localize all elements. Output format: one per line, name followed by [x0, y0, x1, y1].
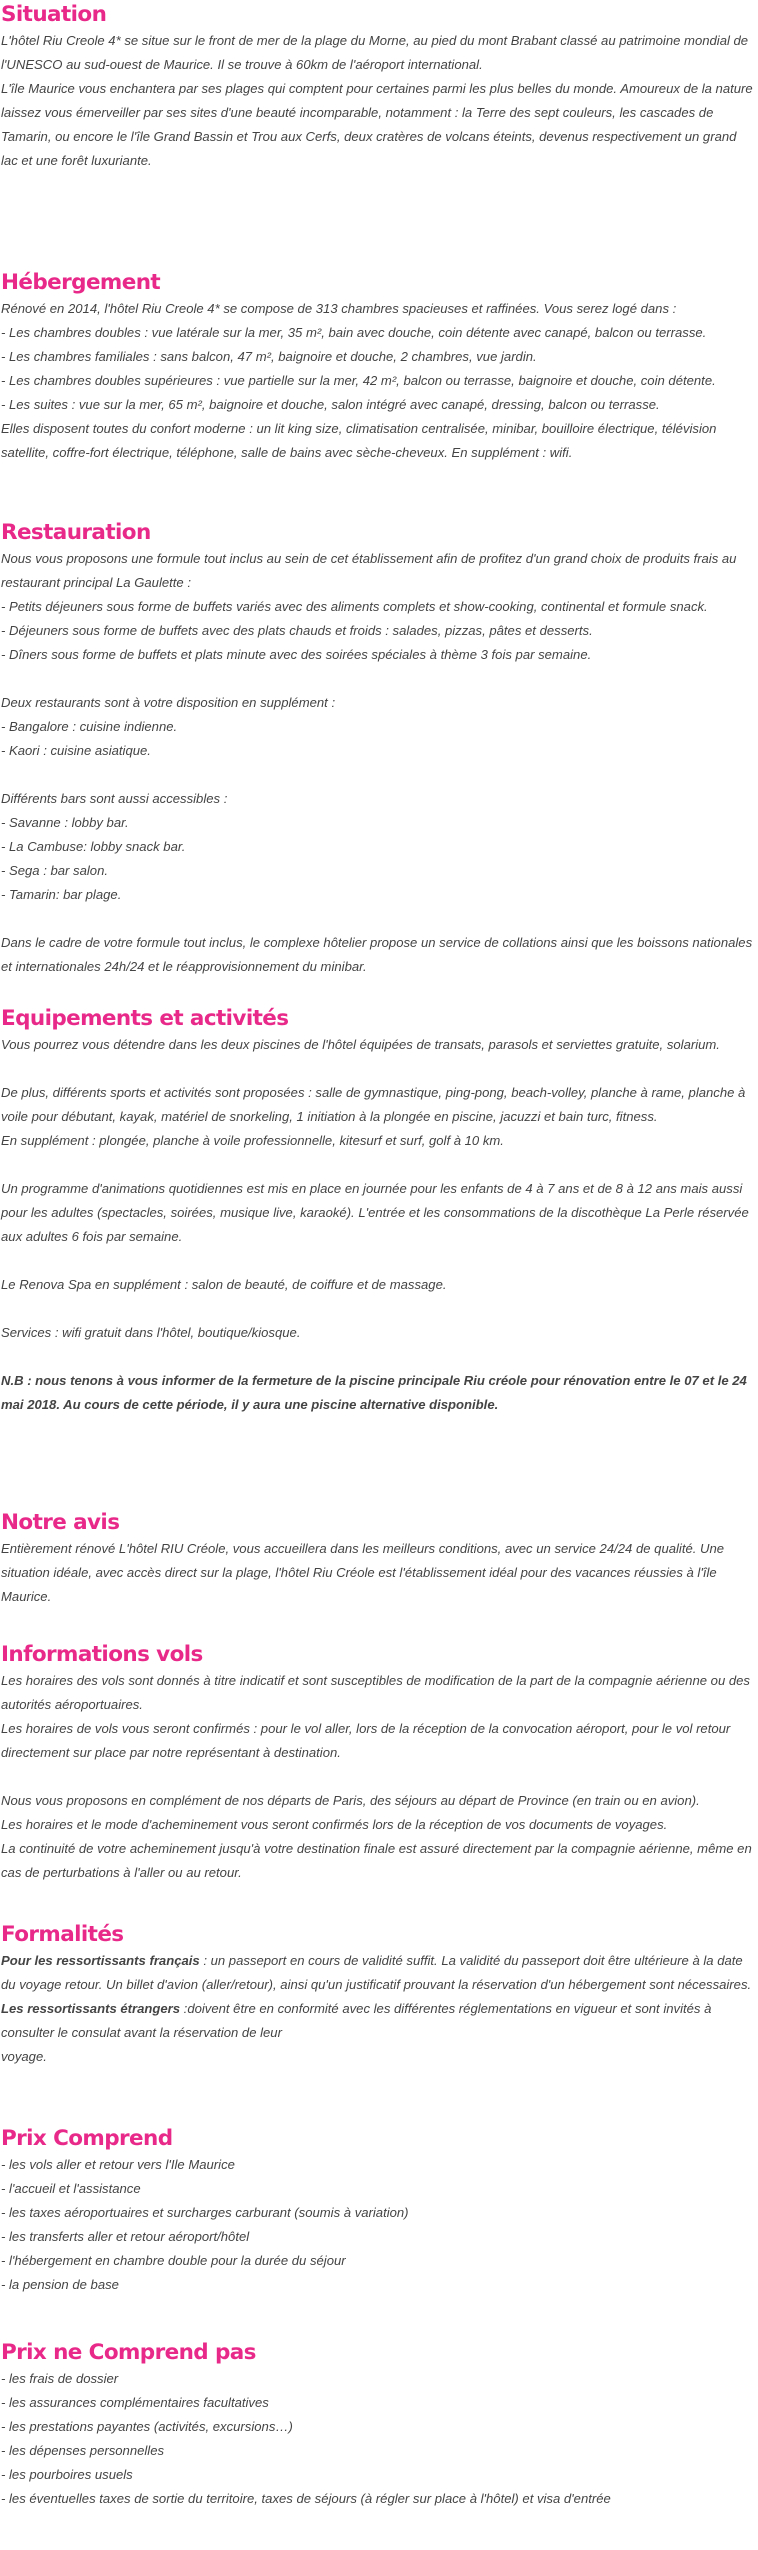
section-restauration — [1, 518, 753, 979]
paragraph: L'hôtel Riu Creole 4* se situe sur le front de mer de la plage du Morne, au pied du mont Brabant classé au patrimoine mondial de l'UNESCO au sud-ouest de Maurice. Il se trouve à 60km de l'aéroport international. — [1, 33, 749, 72]
list-item: - Déjeuners sous forme de buffets avec des plats chauds et froids : salades, pizzas, pâtes et desserts. — [1, 623, 593, 638]
section-prix-comprend — [1, 2124, 753, 2297]
spacer — [1, 667, 753, 691]
list-item: - les vols aller et retour vers l'Ile Maurice — [1, 2157, 235, 2172]
list-item: - les frais de dossier — [1, 2371, 119, 2386]
spacer — [1, 1765, 753, 1789]
paragraph-lead: Pour les ressortissants français — [1, 1953, 200, 1968]
list-item: - Savanne : lobby bar. — [1, 815, 129, 830]
spacer — [1, 1249, 753, 1273]
paragraph: De plus, différents sports et activités sont proposées : salle de gymnastique, ping-pong, beach-volley, planche à rame, planche à voile pour débutant, kayak, matériel de snorkeling, 1 initiation à la plongée en piscine, jacuzzi et bain turc, fitness. — [1, 1085, 746, 1124]
paragraph: Nous vous proposons une formule tout inclus au sein de cet établissement afin de profitez d'un grand choix de produits frais au restaurant principal La Gaulette : — [1, 551, 737, 590]
paragraph: Les horaires de vols vous seront confirmés : pour le vol aller, lors de la réception de la convocation aéroport, pour le vol retour directement sur place par notre représentant à destination. — [1, 1721, 731, 1760]
spacer — [1, 1057, 753, 1081]
section-title: Formalités — [1, 1922, 124, 1947]
notice-text: N.B : nous tenons à vous informer de la fermeture de la piscine principale Riu créole pour rénovation entre le 07 et le 24 mai 2018. Au cours de cette période, il y aura une piscine alternative disponible. — [1, 1373, 747, 1412]
section-title: Restauration — [1, 520, 151, 545]
section-informations-vols — [1, 1640, 753, 1885]
section-title: Informations vols — [1, 1642, 203, 1667]
section-title: Prix ne Comprend pas — [1, 2340, 256, 2365]
section-equipements — [1, 1004, 753, 1417]
spacer — [1, 763, 753, 787]
paragraph: Les horaires des vols sont donnés à titre indicatif et sont susceptibles de modification de la part de la compagnie aérienne ou des autorités aéroportuaires. — [1, 1673, 750, 1712]
section-formalites — [1, 1920, 753, 2069]
paragraph-text: :doivent être en conformité avec les différentes réglementations en vigueur et sont invités à consulter le consulat avant la réservation de leur — [1, 2001, 712, 2040]
list-item: - les taxes aéroportuaires et surcharges carburant (soumis à variation) — [1, 2205, 409, 2220]
list-item: - Les suites : vue sur la mer, 65 m², baignoire et douche, salon intégré avec canapé, dressing, balcon ou terrasse. — [1, 397, 660, 412]
paragraph — [1, 1949, 753, 1997]
paragraph: L'île Maurice vous enchantera par ses plages qui comptent pour certaines parmi les plus belles du monde. Amoureux de la nature laissez vous émerveiller par ses sites d'une beauté incomparable, notamment : la Terre des sept couleurs, les cascades de Tamarin, ou encore le l'île Grand Bassin et Trou aux Cerfs, deux cratères de volcans éteints, devenus respectivement un grand lac et une forêt luxuriante. — [1, 81, 753, 168]
paragraph: En supplément : plongée, planche à voile professionnelle, kitesurf et surf, golf à 10 km. — [1, 1133, 504, 1148]
list-item: - Tamarin: bar plage. — [1, 887, 122, 902]
list-item: - Bangalore : cuisine indienne. — [1, 719, 178, 734]
list-item: - La Cambuse: lobby snack bar. — [1, 839, 186, 854]
paragraph: Vous pourrez vous détendre dans les deux piscines de l'hôtel équipées de transats, parasols et serviettes gratuite, solarium. — [1, 1037, 720, 1052]
paragraph-text: : un passeport en cours de validité suffit. La validité du passeport doit être ultérieure à la date du voyage retour. Un billet d'avion (aller/retour), ainsi qu'un justificatif prouvant la réservation d'un hébergement sont nécessaires. — [1, 1953, 752, 1992]
paragraph: Elles disposent toutes du confort moderne : un lit king size, climatisation centralisée, minibar, bouilloire électrique, télévision satellite, coffre-fort électrique, téléphone, salle de bains avec sèche-cheveux. En supplément : wifi. — [1, 421, 717, 460]
paragraph: La continuité de votre acheminement jusqu'à votre destination finale est assuré directement par la compagnie aérienne, même en cas de perturbations à l'aller ou au retour. — [1, 1841, 752, 1880]
paragraph-lead: Les ressortissants étrangers — [1, 2001, 181, 2016]
list-item: - les prestations payantes (activités, excursions…) — [1, 2419, 293, 2434]
paragraph: Différents bars sont aussi accessibles : — [1, 791, 228, 806]
list-item: - Kaori : cuisine asiatique. — [1, 743, 151, 758]
section-title: Situation — [1, 2, 107, 27]
section-title: Hébergement — [1, 270, 161, 295]
section-title: Prix Comprend — [1, 2126, 173, 2151]
paragraph: Les horaires et le mode d'acheminement vous seront confirmés lors de la réception de vos documents de voyages. — [1, 1817, 668, 1832]
list-item: - Les chambres doubles supérieures : vue partielle sur la mer, 42 m², balcon ou terrasse, baignoire et douche, coin détente. — [1, 373, 716, 388]
list-item: - Petits déjeuners sous forme de buffets variés avec des aliments complets et show-cooking, continental et formule snack. — [1, 599, 708, 614]
section-prix-ne-comprend-pas — [1, 2338, 753, 2511]
list-item: - Sega : bar salon. — [1, 863, 108, 878]
spacer — [1, 1297, 753, 1321]
paragraph: voyage. — [1, 2049, 47, 2064]
list-item: - la pension de base — [1, 2277, 119, 2292]
section-title: Equipements et activités — [1, 1006, 289, 1031]
paragraph: Dans le cadre de votre formule tout inclus, le complexe hôtelier propose un service de collations ainsi que les boissons nationales et internationales 24h/24 et le réapprovisionnement du minibar. — [1, 935, 753, 974]
list-item: - l'accueil et l'assistance — [1, 2181, 141, 2196]
section-hebergement — [1, 268, 753, 465]
section-notre-avis — [1, 1508, 753, 1609]
spacer — [1, 1345, 753, 1369]
list-item: - les pourboires usuels — [1, 2467, 133, 2482]
list-item: - les transferts aller et retour aéroport/hôtel — [1, 2229, 250, 2244]
paragraph: Rénové en 2014, l'hôtel Riu Creole 4* se compose de 313 chambres spacieuses et raffinées. Vous serez logé dans : — [1, 301, 677, 316]
list-item: - Les chambres familiales : sans balcon, 47 m², baignoire et douche, 2 chambres, vue jardin. — [1, 349, 537, 364]
list-item: - les dépenses personnelles — [1, 2443, 165, 2458]
paragraph — [1, 1369, 753, 1417]
spacer — [1, 1153, 753, 1177]
list-item: - les éventuelles taxes de sortie du territoire, taxes de séjours (à régler sur place à l'hôtel) et visa d'entrée — [1, 2491, 611, 2506]
paragraph: Entièrement rénové L'hôtel RIU Créole, vous accueillera dans les meilleurs conditions, avec un service 24/24 de qualité. Une situation idéale, avec accès direct sur la plage, l'hôtel Riu Créole est l'établissement idéal pour des vacances réussies à l'île Maurice. — [1, 1541, 725, 1604]
spacer — [1, 907, 753, 931]
list-item: - Dîners sous forme de buffets et plats minute avec des soirées spéciales à thème 3 fois par semaine. — [1, 647, 592, 662]
paragraph — [1, 1997, 753, 2045]
list-item: - Les chambres doubles : vue latérale sur la mer, 35 m², bain avec douche, coin détente avec canapé, balcon ou terrasse. — [1, 325, 707, 340]
list-item: - l'hébergement en chambre double pour la durée du séjour — [1, 2253, 346, 2268]
list-item: - les assurances complémentaires facultatives — [1, 2395, 269, 2410]
paragraph: Services : wifi gratuit dans l'hôtel, boutique/kiosque. — [1, 1325, 301, 1340]
paragraph: Deux restaurants sont à votre disposition en supplément : — [1, 695, 336, 710]
paragraph: Le Renova Spa en supplément : salon de beauté, de coiffure et de massage. — [1, 1277, 447, 1292]
section-situation — [1, 0, 753, 173]
section-title: Notre avis — [1, 1510, 120, 1535]
paragraph: Un programme d'animations quotidiennes est mis en place en journée pour les enfants de 4 à 7 ans et de 8 à 12 ans mais aussi pour les adultes (spectacles, soirées, musique live, karaoké). L'entrée et les consommations de la discothèque La Perle réservée aux adultes 6 fois par semaine. — [1, 1181, 749, 1244]
paragraph: Nous vous proposons en complément de nos départs de Paris, des séjours au départ de Province (en train ou en avion). — [1, 1793, 700, 1808]
